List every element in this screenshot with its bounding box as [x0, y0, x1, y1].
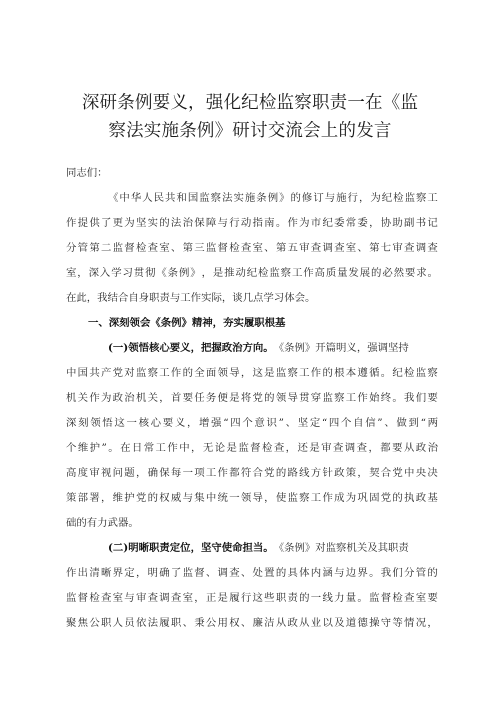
intro-line-4: 室 ， 深 入 学 习 贯 彻 《 条 例 》 ， 是 推 动 纪 检 监 察 工 作 高 质 量 发 展 的 必 然 要 求 。	[66, 267, 438, 279]
subsection-2-line-1: 《条例》对监察机关及其职责	[273, 542, 409, 554]
intro-line-5: 在此，我结合自身职责与工作实际，谈几点学习体会。	[66, 292, 316, 304]
subsection-1-line-3: 机 关 作 为 政 治 机 关 ， 首 要 任 务 便 是 将 党 的 领 导 贯 穿 监 察 工 作 始 终 。 我 们 要	[66, 392, 438, 404]
subsection-1-line-7: 策 部 署 ， 维 护 党 的 权 威 与 集 中 统 一 领 导 ， 使 监 察 工 作 成 为 巩 固 党 的 执 政 基	[66, 492, 438, 504]
section-1-heading: 一、深刻领会《条例》精神，夯实履职根基	[88, 317, 286, 329]
title-line-2: 察法实施条例》研讨交流会上的发言	[108, 121, 392, 141]
salutation: 同志们：	[66, 167, 108, 179]
subsection-2-line-4: 聚 焦 公 职 人 员 依 法 履 职 、 秉 公 用 权 、 廉 洁 从 政 从 业 以 及 道 德 操 守 等 情 况 ，	[66, 617, 438, 629]
title-line-1: 深研条例要义，强化纪检监察职责一在《监	[81, 93, 419, 113]
intro-line-3: 分 管 第 二 监 督 检 查 室 、 第 三 监 督 检 查 室 、 第 五 审 查 调 查 室 、 第 七 审 查 调 查	[66, 242, 438, 254]
intro-line-1: 《 中 华 人 民 共 和 国 监 察 法 实 施 条 例 》 的 修 订 与 施 行 ， 为 纪 检 监 察 工	[108, 192, 438, 204]
subsection-1-line-8: 础的有力武器。	[66, 517, 139, 529]
document-title	[60, 89, 440, 145]
subsection-1-line-2: 中 国 共 产 党 对 监 察 工 作 的 全 面 领 导 ， 这 是 监 察 工 作 的 根 本 遵 循 。 纪 检 监 察	[66, 367, 438, 379]
subsection-1-line-5: 个 维 护 ” 。 在 日 常 工 作 中 ， 无 论 是 监 督 检 查 ， 还 是 审 查 调 查 ， 都 要 从 政 治	[66, 442, 438, 454]
subsection-1-line-6: 高 度 审 视 问 题 ， 确 保 每 一 项 工 作 都 符 合 党 的 路 线 方 针 政 策 ， 契 合 党 中 央 决	[66, 467, 438, 479]
subsection-2-heading: (二)明晰职责定位，坚守使命担当。	[108, 542, 274, 554]
subsection-1-heading: (一)领悟核心要义，把握政治方向。	[108, 342, 274, 354]
intro-line-2: 作 提 供 了 更 为 坚 实 的 法 治 保 障 与 行 动 指 南 。 作 为 市 纪 委 常 委 ， 协 助 副 书 记	[66, 217, 438, 229]
subsection-1-line-4: 深 刻 领 悟 这 一 核 心 要 义 ， 增 强 “ 四 个 意 识 ” 、 坚 定 “ 四 个 自 信 ” 、 做 到 “ 两	[66, 417, 438, 429]
subsection-2-line-2: 作 出 清 晰 界 定 ， 明 确 了 监 督 、 调 查 、 处 置 的 具 体 内 涵 与 边 界 。 我 们 分 管 的	[66, 567, 438, 579]
subsection-1-line-1: 《条例》开篇明义，强调坚持	[273, 342, 409, 354]
subsection-1-first-line	[108, 341, 409, 355]
subsection-2-first-line	[108, 541, 409, 555]
subsection-2-line-3: 监 督 检 查 室 与 审 查 调 查 室 ， 正 是 履 行 这 些 职 责 的 一 线 力 量 。 监 督 检 查 室 要	[66, 592, 438, 604]
